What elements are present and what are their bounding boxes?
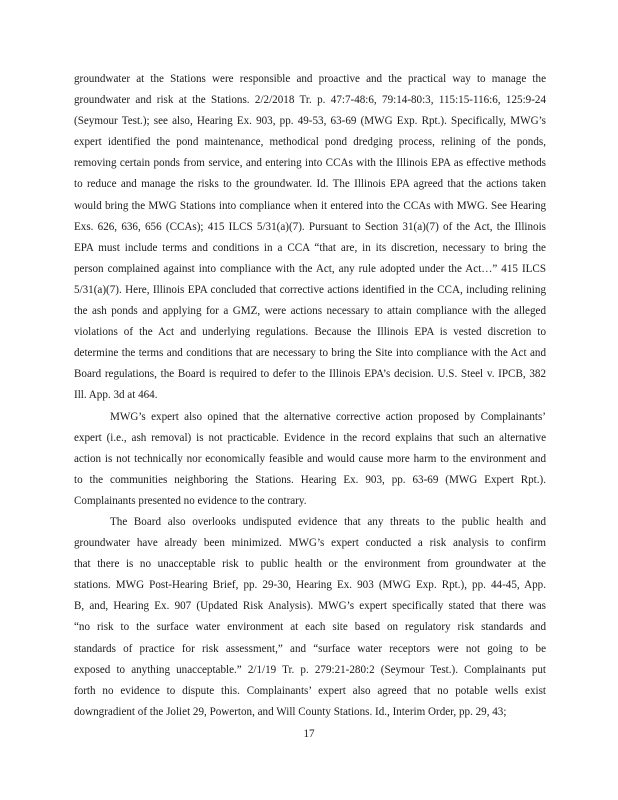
text-line: Complainants presented no evidence to the contrary. [74,494,307,507]
text-line: exposed to anything unacceptable.” 2/1/19 Tr. p. 279:21-280:2 (Seymour Test.). Complainants put [74,663,546,676]
text-line: (Seymour Test.); see also, Hearing Ex. 903, pp. 49-53, 63-69 (MWG Exp. Rpt.). Specifically, MWG’s [74,115,546,128]
text-line: Exs. 626, 636, 656 (CCAs); 415 ILCS 5/31(a)(7). Pursuant to Section 31(a)(7) of the Act, the Illinois [74,220,546,233]
text-line: standards of practice for risk assessment,” and “surface water receptors were not going to be [74,642,546,655]
text-line: person complained against into compliance with the Act, any rule adopted under the Act…” 415 ILCS [74,262,546,275]
paragraph-2 [74,407,546,512]
page-number: 17 [303,728,315,740]
text-line: removing certain ponds from service, and entering into CCAs with the Illinois EPA as effective methods [74,157,546,170]
text-line: EPA must include terms and conditions in a CCA “that are, in its discretion, necessary to bring the [74,241,546,254]
text-line: “no risk to the surface water environment at each site based on regulatory risk standards and [74,621,546,634]
text-line: action is not technically nor economically feasible and would cause more harm to the environment and [74,452,546,465]
text-line: MWG’s expert also opined that the alternative corrective action proposed by Complainants’ [110,410,546,423]
text-line: to the communities neighboring the Stations. Hearing Ex. 903, pp. 63-69 (MWG Expert Rpt.). [74,473,546,486]
paragraph-1 [74,69,546,407]
text-line: 5/31(a)(7). Here, Illinois EPA concluded that corrective actions identified in the CCA, including relining [74,283,546,296]
text-line: B, and, Hearing Ex. 907 (Updated Risk Analysis). MWG’s expert specifically stated that there was [74,600,546,613]
paragraph-3 [74,512,546,723]
text-line: groundwater have already been minimized. MWG’s expert conducted a risk analysis to confirm [74,537,546,550]
text-line: groundwater at the Stations were responsible and proactive and the practical way to manage the [74,73,546,85]
text-line: forth no evidence to dispute this. Complainants’ expert also agreed that no potable wells exist [74,684,546,697]
text-line: downgradient of the Joliet 29, Powerton, and Will County Stations. Id., Interim Order, pp. 29, 43; [74,705,507,718]
body-text [74,69,546,723]
text-line: expert (i.e., ash removal) is not practicable. Evidence in the record explains that such an alternative [74,431,546,444]
text-line: The Board also overlooks undisputed evidence that any threats to the public health and [110,515,546,528]
text-line: determine the terms and conditions that are necessary to bring the Site into compliance with the Act and [74,347,546,360]
text-line: stations. MWG Post-Hearing Brief, pp. 29-30, Hearing Ex. 903 (MWG Exp. Rpt.), pp. 44-45, App. [74,579,546,592]
text-line: to reduce and manage the risks to the groundwater. Id. The Illinois EPA agreed that the actions taken [74,178,546,191]
text-line: Ill. App. 3d at 464. [74,389,158,402]
text-line: groundwater and risk at the Stations. 2/2/2018 Tr. p. 47:7-48:6, 79:14-80:3, 115:15-116:6, 125:9-24 [74,94,546,107]
text-line: the ash ponds and applying for a GMZ, were actions necessary to attain compliance with the alleged [74,305,546,318]
text-line: that there is no unacceptable risk to public health or the environment from groundwater at the [74,558,546,571]
text-line: would bring the MWG Stations into compliance when it entered into the CCAs with MWG. See Hearing [74,199,546,212]
text-line: expert identified the pond maintenance, methodical pond dredging process, relining of the ponds, [74,136,546,149]
text-line: Board regulations, the Board is required to defer to the Illinois EPA’s decision. U.S. Steel v. IPCB, 382 [74,368,546,381]
text-line: violations of the Act and underlying regulations. Because the Illinois EPA is vested discretion to [74,326,546,339]
